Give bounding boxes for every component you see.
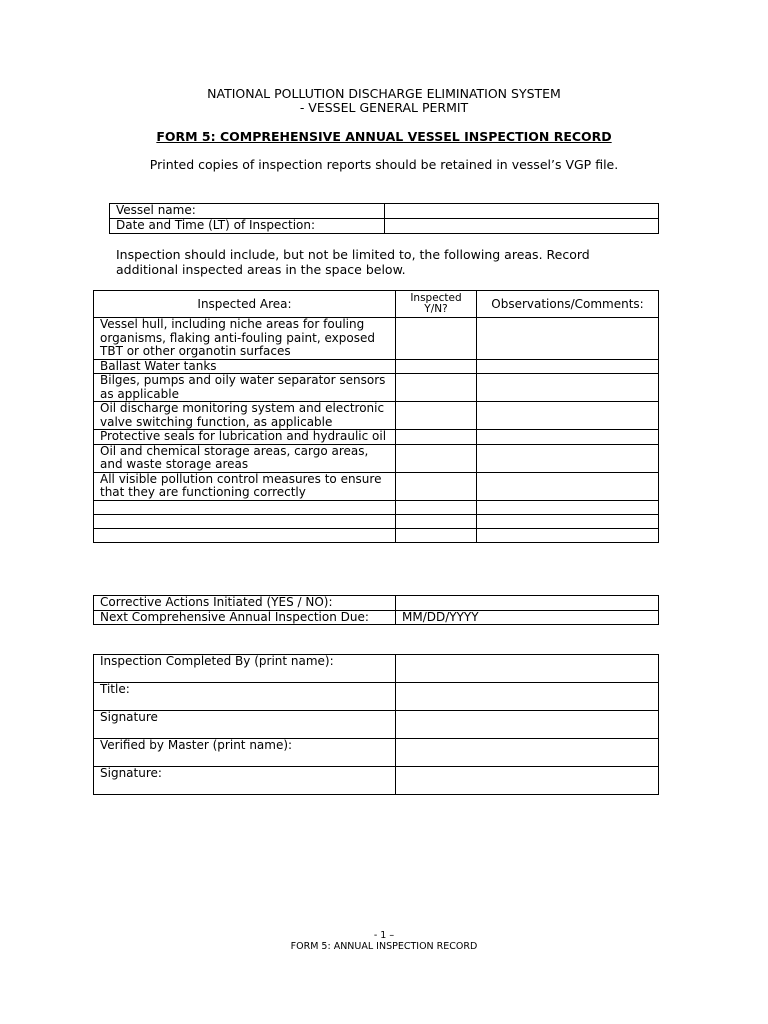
observations-field[interactable] [477, 318, 659, 360]
signoff-table [93, 654, 659, 795]
yn-field[interactable] [396, 359, 477, 374]
completed-by-label: Inspection Completed By (print name): [94, 655, 396, 683]
area-label: Protective seals for lubrication and hydraulic oil [94, 430, 396, 445]
yn-field[interactable] [396, 514, 477, 528]
observations-field[interactable] [477, 359, 659, 374]
yn-field[interactable] [396, 444, 477, 472]
observations-field[interactable] [477, 528, 659, 542]
inspected-areas-table [93, 290, 659, 543]
master-signature-label: Signature: [94, 767, 396, 795]
area-label: All visible pollution control measures to ensure that they are functioning correctly [94, 472, 396, 500]
vessel-name-field[interactable] [385, 204, 659, 219]
table-row [110, 204, 659, 219]
table-header-row [94, 291, 659, 318]
corrective-actions-table [93, 595, 659, 625]
signature-label: Signature [94, 711, 396, 739]
table-row [94, 528, 659, 542]
area-label: Bilges, pumps and oily water separator sensors as applicable [94, 374, 396, 402]
area-label: Vessel hull, including niche areas for fouling organisms, flaking anti-fouling paint, exposed TBT or other organotin surfaces [94, 318, 396, 360]
observations-field[interactable] [477, 500, 659, 514]
footer-form-name: FORM 5: ANNUAL INSPECTION RECORD [290, 941, 478, 952]
title-field[interactable] [396, 683, 659, 711]
table-row [94, 683, 659, 711]
intro-text: Inspection should include, but not be limited to, the following areas. Record additional inspected areas in the space below. [116, 247, 590, 277]
table-row [94, 711, 659, 739]
table-row [94, 655, 659, 683]
header-line-2: - VESSEL GENERAL PERMIT [299, 100, 469, 115]
area-label: Ballast Water tanks [94, 359, 396, 374]
col-yn-line2: Y/N? [424, 303, 448, 315]
extra-area-field[interactable] [94, 528, 396, 542]
verified-by-field[interactable] [396, 739, 659, 767]
observations-field[interactable] [477, 444, 659, 472]
col-inspected-area: Inspected Area: [94, 291, 396, 318]
col-yn-line1: Inspected [410, 292, 462, 304]
observations-field[interactable] [477, 472, 659, 500]
master-signature-field[interactable] [396, 767, 659, 795]
yn-field[interactable] [396, 472, 477, 500]
observations-field[interactable] [477, 430, 659, 445]
retention-note: Printed copies of inspection reports should be retained in vessel’s VGP file. [149, 157, 619, 172]
vessel-name-label: Vessel name: [110, 204, 385, 219]
next-inspection-field[interactable]: MM/DD/YYYY [396, 610, 659, 625]
observations-field[interactable] [477, 514, 659, 528]
header-line-1: NATIONAL POLLUTION DISCHARGE ELIMINATION SYSTEM [207, 86, 561, 101]
yn-field[interactable] [396, 374, 477, 402]
table-row [110, 219, 659, 234]
table-row [94, 402, 659, 430]
form-title: FORM 5: COMPREHENSIVE ANNUAL VESSEL INSPECTION RECORD [156, 129, 612, 144]
yn-field[interactable] [396, 430, 477, 445]
table-row [94, 318, 659, 360]
observations-field[interactable] [477, 402, 659, 430]
yn-field[interactable] [396, 318, 477, 360]
table-row [94, 610, 659, 625]
corrective-actions-field[interactable] [396, 596, 659, 611]
yn-field[interactable] [396, 402, 477, 430]
verified-by-label: Verified by Master (print name): [94, 739, 396, 767]
table-row [94, 472, 659, 500]
table-row [94, 514, 659, 528]
title-label: Title: [94, 683, 396, 711]
col-observations: Observations/Comments: [477, 291, 659, 318]
yn-field[interactable] [396, 500, 477, 514]
corrective-actions-label: Corrective Actions Initiated (YES / NO): [94, 596, 396, 611]
table-row [94, 739, 659, 767]
table-row [94, 767, 659, 795]
extra-area-field[interactable] [94, 500, 396, 514]
table-row [94, 430, 659, 445]
signature-field[interactable] [396, 711, 659, 739]
col-inspected-yn [396, 291, 477, 318]
table-row [94, 359, 659, 374]
area-label: Oil discharge monitoring system and electronic valve switching function, as applicable [94, 402, 396, 430]
completed-by-field[interactable] [396, 655, 659, 683]
table-row [94, 596, 659, 611]
extra-area-field[interactable] [94, 514, 396, 528]
page-number: - 1 – [373, 930, 395, 941]
area-label: Oil and chemical storage areas, cargo areas, and waste storage areas [94, 444, 396, 472]
next-inspection-label: Next Comprehensive Annual Inspection Due: [94, 610, 396, 625]
table-row [94, 444, 659, 472]
yn-field[interactable] [396, 528, 477, 542]
inspection-date-field[interactable] [385, 219, 659, 234]
vessel-info-table [109, 203, 659, 234]
observations-field[interactable] [477, 374, 659, 402]
inspection-date-label: Date and Time (LT) of Inspection: [110, 219, 385, 234]
table-row [94, 500, 659, 514]
table-row [94, 374, 659, 402]
